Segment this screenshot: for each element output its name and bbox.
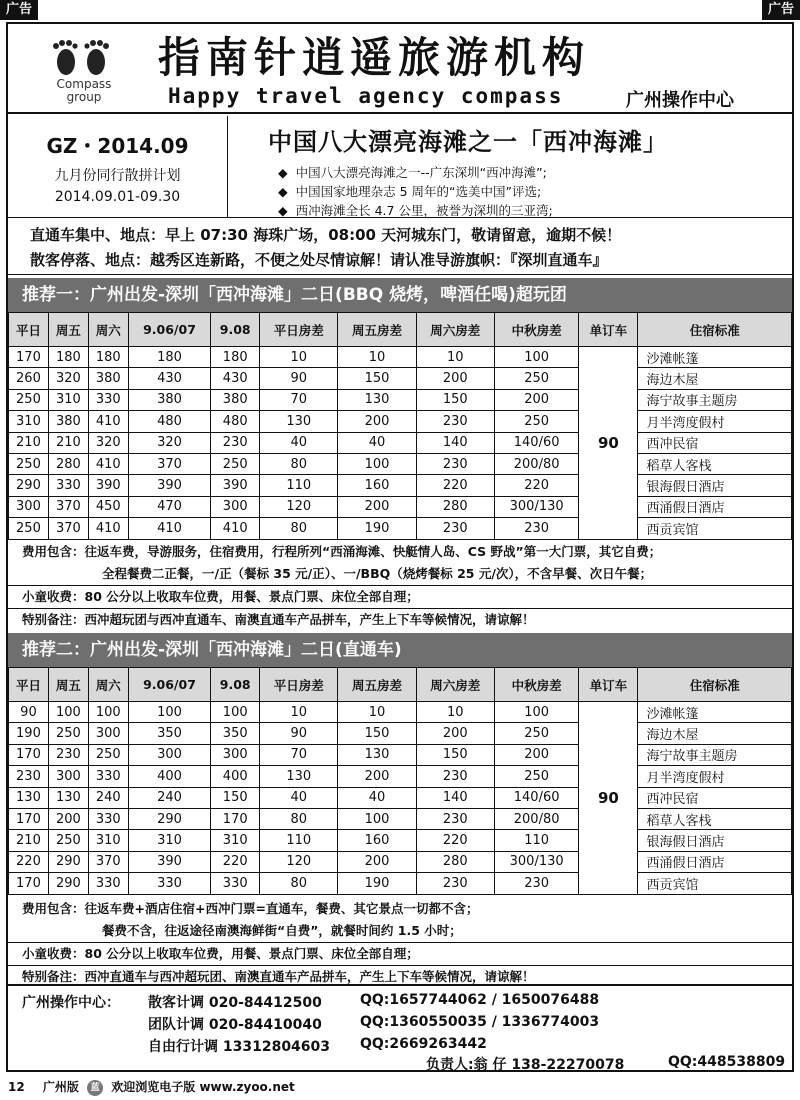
price-cell: 290 (128, 808, 211, 829)
price-cell: 220 (211, 851, 260, 872)
price-cell: 330 (88, 873, 128, 894)
accommodation-cell: 西冲民宿 (638, 432, 792, 453)
table-row (9, 702, 792, 723)
section-1-notes (8, 541, 792, 631)
footer-website[interactable]: 欢迎浏览电子版 www.zyoo.net (111, 1080, 295, 1094)
column-header: 住宿标准 (638, 668, 792, 702)
column-header: 周五 (48, 313, 88, 347)
price-cell: 380 (88, 368, 128, 389)
highlight-item: ◆ 中国国家地理杂志 5 周年的“选美中国”评选; (278, 182, 788, 201)
price-cell: 250 (88, 744, 128, 765)
notice-pickup: 直通车集中、地点：早上 07:30 海珠广场，08:00 天河城东门，敬请留意，逾期不候！ (30, 226, 622, 244)
plan-box (8, 116, 228, 218)
price-cell: 200 (416, 368, 494, 389)
column-header: 中秋房差 (494, 668, 578, 702)
table-row (9, 453, 792, 474)
price-cell: 180 (128, 347, 211, 368)
section-1-title: 推荐一：广州出发-深圳「西冲海滩」二日(BBQ 烧烤，啤酒任喝)超玩团 (8, 278, 792, 312)
price-cell: 230 (48, 744, 88, 765)
accommodation-cell: 银海假日酒店 (638, 830, 792, 851)
price-cell: 70 (260, 389, 338, 410)
logo-text: Compass group (56, 77, 112, 104)
contact-block (8, 984, 792, 1073)
note-text: 往返车费+酒店住宿+西冲门票=直通车，餐费、其它景点一切都不含； (84, 901, 479, 916)
price-cell: 170 (211, 808, 260, 829)
ad-label-right: 广告 (762, 0, 800, 20)
price-cell: 200 (416, 723, 494, 744)
price-cell: 130 (260, 766, 338, 787)
price-cell: 120 (260, 496, 338, 517)
table-row (9, 475, 792, 496)
price-cell: 130 (48, 787, 88, 808)
price-cell: 230 (416, 808, 494, 829)
highlight-item: ◆ 西冲海滩全长 4.7 公里，被誉为深圳的三亚湾; (278, 201, 788, 220)
note-line (22, 563, 792, 585)
note-text: 80 公分以上收取车位费，用餐、景点门票、床位全部自理； (84, 589, 419, 604)
price-cell: 370 (128, 453, 211, 474)
accommodation-cell: 沙滩帐篷 (638, 702, 792, 723)
price-cell: 330 (211, 873, 260, 894)
price-cell: 320 (88, 432, 128, 453)
price-cell: 170 (9, 744, 49, 765)
column-header: 周五 (48, 668, 88, 702)
price-cell: 200 (338, 411, 416, 432)
column-header: 9.06/07 (128, 313, 211, 347)
price-cell: 210 (9, 432, 49, 453)
note-text: 往返车费，导游服务，住宿费用，行程所列“西涌海滩、快艇情人岛、CS 野战”第一大门票，其它自费； (84, 544, 662, 559)
contact-qq: QQ:1360550035 / 1336774003 (360, 1014, 600, 1030)
price-cell: 40 (260, 787, 338, 808)
price-cell: 110 (260, 830, 338, 851)
center-name: 广州操作中心 (626, 90, 734, 111)
price-cell: 100 (88, 702, 128, 723)
contact-line: 团队计调 020-84410040 (148, 1017, 322, 1033)
table-row (9, 808, 792, 829)
price-cell: 330 (88, 389, 128, 410)
price-cell: 450 (88, 496, 128, 517)
price-cell: 160 (338, 475, 416, 496)
accommodation-cell: 海宁故事主题房 (638, 389, 792, 410)
column-header: 平日 (9, 313, 49, 347)
accommodation-cell: 西贡宾馆 (638, 873, 792, 894)
price-cell: 220 (494, 475, 578, 496)
price-cell: 10 (260, 702, 338, 723)
note-line (8, 942, 792, 965)
header (8, 24, 792, 114)
price-table-1 (8, 312, 792, 540)
table-row (9, 787, 792, 808)
price-cell: 400 (128, 766, 211, 787)
price-cell: 250 (211, 453, 260, 474)
accommodation-cell: 西涌假日酒店 (638, 851, 792, 872)
price-cell: 250 (48, 830, 88, 851)
price-cell: 200 (48, 808, 88, 829)
price-cell: 250 (9, 518, 49, 539)
price-cell: 300 (48, 766, 88, 787)
price-cell: 150 (416, 389, 494, 410)
price-cell: 100 (494, 702, 578, 723)
price-cell: 120 (260, 851, 338, 872)
price-cell: 300 (88, 723, 128, 744)
column-header: 9.08 (211, 313, 260, 347)
price-cell: 290 (48, 851, 88, 872)
note-label: 特别备注： (22, 969, 85, 984)
price-cell: 410 (88, 411, 128, 432)
price-cell: 200 (338, 496, 416, 517)
column-header: 单订车 (579, 313, 638, 347)
note-line (8, 608, 792, 631)
price-cell: 190 (338, 518, 416, 539)
price-cell: 480 (211, 411, 260, 432)
note-text: 全程餐费二正餐，一/正（餐标 35 元/正）、一/BBQ（烧烤餐标 25 元/次），不含早餐、次日午餐； (102, 566, 653, 581)
price-cell: 200 (338, 766, 416, 787)
page-number: 12 (8, 1080, 25, 1094)
price-cell: 280 (416, 496, 494, 517)
table-row (9, 873, 792, 894)
price-cell: 200 (338, 851, 416, 872)
price-cell: 130 (9, 787, 49, 808)
column-header: 平日房差 (260, 313, 338, 347)
price-cell: 160 (338, 830, 416, 851)
accommodation-cell: 海边木屋 (638, 723, 792, 744)
price-cell: 10 (260, 347, 338, 368)
note-line (22, 898, 792, 920)
column-header: 周五房差 (338, 313, 416, 347)
footprints-logo-icon (46, 40, 116, 76)
price-cell: 380 (211, 389, 260, 410)
price-cell: 310 (211, 830, 260, 851)
price-cell: 250 (9, 453, 49, 474)
price-cell: 180 (211, 347, 260, 368)
table-row (9, 766, 792, 787)
price-cell: 370 (88, 851, 128, 872)
price-cell: 150 (338, 368, 416, 389)
column-header: 9.06/07 (128, 668, 211, 702)
price-cell: 200/80 (494, 808, 578, 829)
note-text: 餐费不含，往返途径南澳海鲜街“自费”，就餐时间约 1.5 小时； (102, 923, 462, 938)
price-cell: 40 (260, 432, 338, 453)
note-label: 小童收费： (22, 589, 85, 604)
price-cell: 100 (494, 347, 578, 368)
price-cell: 140 (416, 432, 494, 453)
column-header: 住宿标准 (638, 313, 792, 347)
edition-badge-icon: 蓝 (87, 1080, 103, 1096)
price-cell: 240 (128, 787, 211, 808)
price-cell: 330 (128, 873, 211, 894)
column-header: 周六 (88, 668, 128, 702)
note-label: 小童收费： (22, 946, 85, 961)
price-cell: 90 (9, 702, 49, 723)
price-cell: 330 (88, 808, 128, 829)
price-cell: 390 (88, 475, 128, 496)
price-cell: 80 (260, 873, 338, 894)
price-cell: 80 (260, 453, 338, 474)
notice-dropoff: 散客停落、地点：越秀区连新路，不便之处尽情谅解！请认准导游旗帜：『深圳直通车』 (8, 249, 792, 275)
intro-title: 中国八大漂亮海滩之一「西冲海滩」 (268, 128, 668, 156)
note-label: 费用包含： (22, 544, 85, 559)
price-cell: 10 (416, 347, 494, 368)
price-cell: 230 (416, 453, 494, 474)
price-cell: 150 (416, 744, 494, 765)
price-cell: 210 (9, 830, 49, 851)
price-cell: 350 (211, 723, 260, 744)
single-car-price: 90 (579, 702, 638, 895)
contact-qq: QQ:2669263442 (360, 1036, 487, 1052)
price-cell: 230 (416, 766, 494, 787)
price-cell: 130 (260, 411, 338, 432)
price-cell: 300 (211, 496, 260, 517)
column-header: 中秋房差 (494, 313, 578, 347)
price-cell: 410 (211, 518, 260, 539)
price-cell: 410 (88, 453, 128, 474)
contact-label: 广州操作中心： (22, 995, 120, 1011)
price-cell: 290 (48, 873, 88, 894)
price-cell: 230 (211, 432, 260, 453)
price-cell: 100 (211, 702, 260, 723)
column-header: 9.08 (211, 668, 260, 702)
price-cell: 240 (88, 787, 128, 808)
single-car-price: 90 (579, 347, 638, 540)
price-cell: 430 (211, 368, 260, 389)
column-header: 周六房差 (416, 668, 494, 702)
note-label: 费用包含： (22, 901, 85, 916)
price-cell: 480 (128, 411, 211, 432)
table-row (9, 389, 792, 410)
accommodation-cell: 海宁故事主题房 (638, 744, 792, 765)
column-header: 周六房差 (416, 313, 494, 347)
price-cell: 110 (494, 830, 578, 851)
price-cell: 380 (48, 411, 88, 432)
note-line (8, 585, 792, 608)
contact-qq: QQ:1657744062 / 1650076488 (360, 992, 600, 1008)
price-cell: 250 (494, 723, 578, 744)
table-row (9, 411, 792, 432)
price-cell: 200 (494, 744, 578, 765)
price-cell: 190 (9, 723, 49, 744)
price-cell: 380 (128, 389, 211, 410)
price-cell: 300/130 (494, 496, 578, 517)
price-cell: 250 (48, 723, 88, 744)
price-cell: 330 (88, 766, 128, 787)
price-cell: 390 (211, 475, 260, 496)
price-cell: 230 (416, 411, 494, 432)
plan-name: 九月份同行散拼计划 (54, 168, 181, 184)
note-label: 特别备注： (22, 612, 85, 627)
table-row (9, 830, 792, 851)
price-cell: 70 (260, 744, 338, 765)
price-cell: 190 (338, 873, 416, 894)
note-text: 80 公分以上收取车位费，用餐、景点门票、床位全部自理； (84, 946, 419, 961)
price-table-2 (8, 667, 792, 895)
price-cell: 210 (48, 432, 88, 453)
accommodation-cell: 月半湾度假村 (638, 766, 792, 787)
price-cell: 170 (9, 808, 49, 829)
note-text: 西冲超玩团与西冲直通车、南澳直通车产品拼车，产生上下车等候情况，请谅解！ (84, 612, 535, 627)
price-cell: 150 (211, 787, 260, 808)
price-cell: 250 (494, 411, 578, 432)
price-cell: 390 (128, 851, 211, 872)
price-cell: 280 (416, 851, 494, 872)
price-cell: 430 (128, 368, 211, 389)
price-cell: 140/60 (494, 787, 578, 808)
price-cell: 170 (9, 347, 49, 368)
price-cell: 310 (88, 830, 128, 851)
table-row (9, 518, 792, 539)
plan-code: GZ・2014.09 (46, 134, 189, 158)
price-cell: 250 (494, 766, 578, 787)
price-cell: 230 (416, 873, 494, 894)
accommodation-cell: 海边木屋 (638, 368, 792, 389)
price-cell: 140 (416, 787, 494, 808)
price-cell: 410 (88, 518, 128, 539)
price-cell: 310 (128, 830, 211, 851)
column-header: 平日 (9, 668, 49, 702)
price-cell: 350 (128, 723, 211, 744)
accommodation-cell: 月半湾度假村 (638, 411, 792, 432)
price-cell: 100 (48, 702, 88, 723)
accommodation-cell: 西冲民宿 (638, 787, 792, 808)
accommodation-cell: 稻草人客栈 (638, 453, 792, 474)
table-row (9, 432, 792, 453)
intro (8, 116, 792, 218)
column-header: 平日房差 (260, 668, 338, 702)
table-row (9, 723, 792, 744)
price-cell: 300 (211, 744, 260, 765)
plan-dates: 2014.09.01-09.30 (54, 189, 181, 205)
accommodation-cell: 稻草人客栈 (638, 808, 792, 829)
brand-title: 指南针逍遥旅游机构 (158, 33, 591, 82)
price-cell: 320 (128, 432, 211, 453)
column-header: 单订车 (579, 668, 638, 702)
accommodation-cell: 西涌假日酒店 (638, 496, 792, 517)
price-cell: 230 (494, 518, 578, 539)
price-cell: 40 (338, 432, 416, 453)
price-cell: 410 (128, 518, 211, 539)
footer (8, 1078, 792, 1096)
note-line (22, 920, 792, 942)
price-cell: 250 (494, 368, 578, 389)
price-cell: 320 (48, 368, 88, 389)
price-cell: 230 (494, 873, 578, 894)
price-cell: 220 (9, 851, 49, 872)
price-cell: 400 (211, 766, 260, 787)
section-2-notes (8, 898, 792, 988)
price-cell: 90 (260, 723, 338, 744)
table-row (9, 851, 792, 872)
note-line (22, 541, 792, 563)
price-cell: 200 (494, 389, 578, 410)
manager-qq: QQ:448538809 (668, 1054, 786, 1070)
price-cell: 80 (260, 808, 338, 829)
price-cell: 100 (128, 702, 211, 723)
edition: 广州版 (42, 1080, 79, 1094)
section-2-title: 推荐二：广州出发-深圳「西冲海滩」二日(直通车) (8, 633, 792, 667)
slogan: Happy travel agency compass (168, 84, 564, 108)
table-row (9, 347, 792, 368)
price-cell: 140/60 (494, 432, 578, 453)
contact-line: 散客计调 020-84412500 (148, 995, 322, 1011)
accommodation-cell: 银海假日酒店 (638, 475, 792, 496)
price-cell: 310 (48, 389, 88, 410)
ad-label-left: 广告 (0, 0, 38, 20)
price-cell: 370 (48, 496, 88, 517)
price-cell: 130 (338, 389, 416, 410)
table-row (9, 496, 792, 517)
intro-highlights (238, 116, 788, 220)
price-cell: 10 (338, 702, 416, 723)
table-row (9, 368, 792, 389)
note-text: 西冲直通车与西冲超玩团、南澳直通车产品拼车，产生上下车等候情况，请谅解！ (84, 969, 535, 984)
price-cell: 230 (9, 766, 49, 787)
price-cell: 200/80 (494, 453, 578, 474)
highlight-list (278, 163, 788, 220)
price-cell: 330 (48, 475, 88, 496)
price-cell: 10 (338, 347, 416, 368)
price-cell: 130 (338, 744, 416, 765)
table-row (9, 744, 792, 765)
highlight-item: ◆ 中国八大漂亮海滩之一--广东深圳“西冲海滩”; (278, 163, 788, 182)
price-cell: 10 (416, 702, 494, 723)
price-cell: 230 (416, 518, 494, 539)
price-cell: 300/130 (494, 851, 578, 872)
price-cell: 300 (128, 744, 211, 765)
price-cell: 220 (416, 475, 494, 496)
price-cell: 290 (9, 475, 49, 496)
price-cell: 260 (9, 368, 49, 389)
manager: 负责人:翁 仔 138-22270078 (426, 1057, 625, 1073)
accommodation-cell: 沙滩帐篷 (638, 347, 792, 368)
contact-line: 自由行计调 13312804603 (148, 1039, 331, 1055)
price-cell: 150 (338, 723, 416, 744)
column-header: 周五房差 (338, 668, 416, 702)
price-cell: 220 (416, 830, 494, 851)
price-cell: 180 (88, 347, 128, 368)
price-cell: 250 (9, 389, 49, 410)
price-cell: 470 (128, 496, 211, 517)
price-cell: 370 (48, 518, 88, 539)
price-cell: 300 (9, 496, 49, 517)
column-header: 周六 (88, 313, 128, 347)
price-cell: 390 (128, 475, 211, 496)
price-cell: 180 (48, 347, 88, 368)
price-cell: 80 (260, 518, 338, 539)
price-cell: 280 (48, 453, 88, 474)
price-cell: 90 (260, 368, 338, 389)
price-cell: 170 (9, 873, 49, 894)
price-cell: 40 (338, 787, 416, 808)
price-cell: 100 (338, 453, 416, 474)
accommodation-cell: 西贡宾馆 (638, 518, 792, 539)
price-cell: 310 (9, 411, 49, 432)
price-cell: 110 (260, 475, 338, 496)
price-cell: 100 (338, 808, 416, 829)
